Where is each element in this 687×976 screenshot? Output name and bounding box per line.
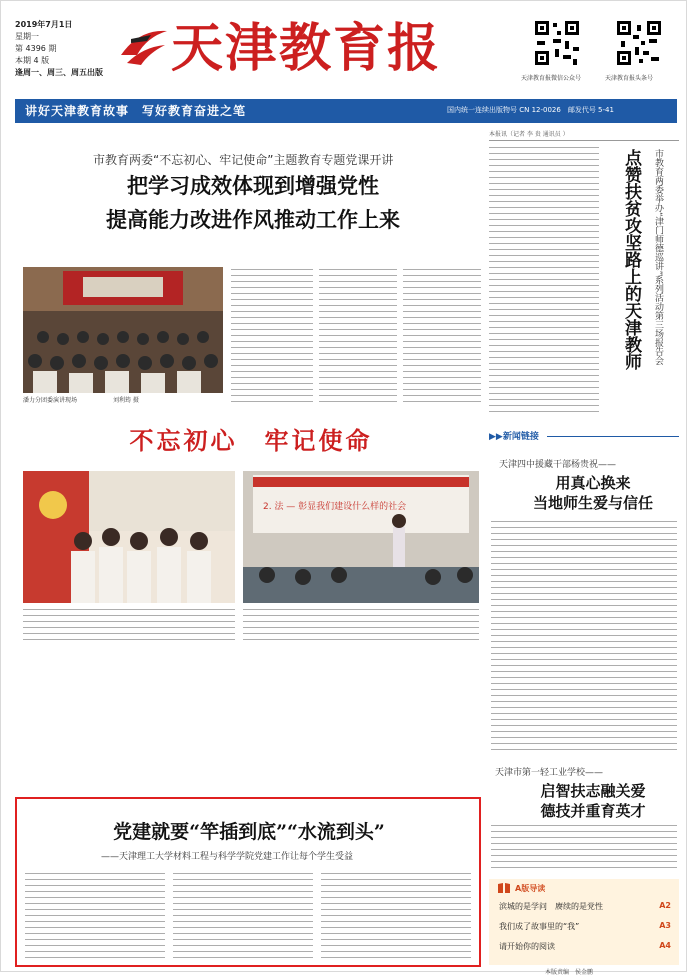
story-kicker: 天津四中援藏干部杨贵祝—— [499,460,617,470]
masthead [15,11,677,97]
right-vertical-headline[interactable]: 点赞扶贫攻坚路上的天津教师 [621,149,641,370]
section-divider [547,436,679,437]
guide-item-page: A4 [659,941,671,950]
right-top-label: 本报讯（记者 李 贵 通讯员 ） [489,129,679,141]
story-headline-line: 启智扶志融关爱 [540,782,646,800]
guide-item-page: A3 [659,921,671,930]
feature-body-text [25,873,165,961]
newspaper-logo-icon [117,25,171,69]
guide-item-text: 滨城的是学问 赓续的是党性 [499,902,603,911]
lead-body-text [231,269,313,407]
guide-item-text: 请开始你的阅读 [499,942,555,951]
lead-headline[interactable] [25,169,481,237]
serial-number: 国内统一连续出版物号 CN 12-0026 邮发代号 5-41 [447,106,614,114]
page-editor: 本版责编 侯金鹏 [545,969,594,976]
qr-code-icon[interactable] [615,19,663,67]
lead-body-text [403,269,481,407]
photo-caption: 潘力分团委演讲现场 刘利筠 摄 [23,397,139,404]
story-headline-line: 当地师生爱与信任 [532,494,653,512]
issue-date: 2019年7月1日 [15,20,73,29]
guide-item-text: 我们成了故事里的“我” [499,922,580,931]
feature-headline[interactable]: 党建就要“竿插到底”“水流到头” [113,821,385,843]
issue-info [15,19,107,79]
issue-number: 第 4396 期 [15,44,57,53]
lead-body-text [319,269,397,407]
slogan-bar [15,99,677,123]
lead-headline-line: 把学习成效体现到增强党性 [127,173,379,198]
story-body-text [491,521,677,755]
feature-body-text [321,873,471,961]
lead-kicker: 市教育两委“不忘初心、牢记使命”主题教育专题党课开讲 [93,153,394,167]
lecture-hall-photo[interactable] [23,267,223,393]
guide-book-icon [497,882,511,894]
news-link-section [489,429,679,445]
campaign-banner [23,415,479,465]
section-title: ▶▶新闻链接 [489,432,539,442]
story-headline[interactable] [513,781,673,821]
guide-item-page: A2 [659,901,671,910]
slide-text: 2. 法 — 彰显我们建设什么样的社会 [263,502,407,512]
story-kicker: 天津市第一轻工业学校—— [495,768,604,778]
newspaper-title: 天津教育报 [171,18,442,79]
right-vertical-kicker: 市教育两委举办“津门师德巡讲”系列活动第三场报告会 [653,149,663,366]
seminar-photo[interactable] [243,471,479,603]
lead-headline-line: 提高能力改进作风推动工作上来 [106,207,400,232]
qr-caption: 天津教育报微信公众号 [521,75,582,82]
campaign-slogan: 不忘初心 牢记使命 [129,426,373,455]
feature-body-text [173,873,313,961]
story-headline-line: 用真心换来 [555,474,631,492]
study-session-photo[interactable] [23,471,235,603]
qr-code-icon[interactable] [533,19,581,67]
guide-title: A版导读 [515,884,546,893]
guide-item[interactable] [499,921,671,932]
issue-pages: 本期 4 版 [15,56,50,65]
qr-caption: 天津教育报头条号 [605,75,654,82]
campaign-body-text [23,609,235,645]
campaign-body-text [243,609,479,645]
right-body-text [489,147,599,417]
story-headline[interactable] [513,473,673,513]
edition-guide [489,879,679,965]
guide-item[interactable] [499,941,671,952]
issue-schedule: 逢周一、周三、周五出版 [15,68,103,77]
guide-item[interactable] [499,901,671,912]
story-headline-line: 德技并重育英才 [540,802,646,820]
feature-deck: ——天津理工大学材料工程与科学学院党建工作让每个学生受益 [101,852,354,862]
slogan-text: 讲好天津教育故事 写好教育奋进之笔 [25,104,247,118]
issue-weekday: 星期一 [15,32,39,41]
story-body-text [491,825,677,873]
